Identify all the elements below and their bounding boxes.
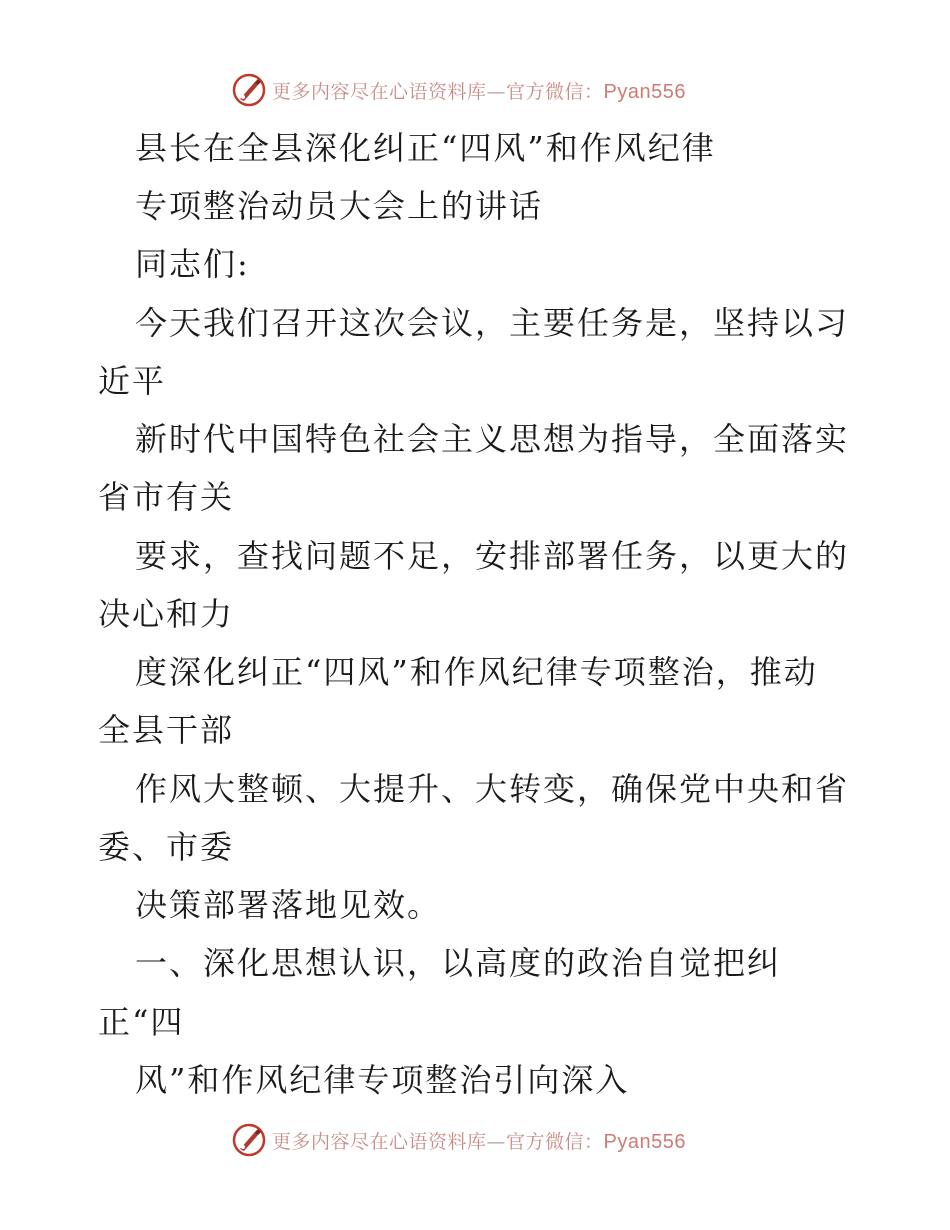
paragraph-line: 作风大整顿、大提升、大转变，确保党中央和省	[135, 770, 850, 808]
salutation: 同志们:	[135, 245, 250, 283]
paragraph-line: 全县干部	[98, 711, 235, 749]
paragraph-line: 近平	[98, 362, 167, 400]
watermark-wechat-label: 官方微信：	[506, 80, 604, 103]
paragraph-line: 决心和力	[98, 595, 235, 633]
watermark-wechat-id: Pyan556	[603, 1130, 686, 1153]
paragraph-line: 要求，查找问题不足，安排部署任务，以更大的	[135, 537, 850, 575]
paragraph-line: 省市有关	[98, 478, 235, 516]
watermark-text	[272, 77, 686, 104]
watermark-separator: —	[486, 80, 507, 103]
watermark-wechat-id: Pyan556	[603, 80, 686, 103]
watermark-wechat-label: 官方微信：	[506, 1130, 604, 1153]
watermark-library-text: 更多内容尽在心语资料库	[272, 80, 487, 103]
watermark-library-text: 更多内容尽在心语资料库	[272, 1130, 487, 1153]
paragraph-line: 委、市委	[98, 828, 235, 866]
paragraph-line: 新时代中国特色社会主义思想为指导，全面落实	[135, 420, 850, 458]
header-watermark-banner	[232, 72, 752, 108]
section-heading-line: 正“四	[98, 1003, 185, 1041]
paragraph-line: 决策部署落地见效。	[135, 886, 442, 924]
document-title-line-2: 专项整治动员大会上的讲话	[135, 187, 544, 225]
paragraph-line: 度深化纠正“四风”和作风纪律专项整治，推动	[135, 653, 818, 691]
watermark-separator: —	[486, 1130, 507, 1153]
footer-watermark-banner	[232, 1122, 752, 1158]
pen-logo-icon	[232, 73, 266, 107]
section-heading-line: 一、深化思想认识，以高度的政治自觉把纠	[135, 944, 782, 982]
paragraph-line: 今天我们召开这次会议，主要任务是，坚持以习	[135, 304, 850, 342]
watermark-text	[272, 1127, 686, 1154]
section-heading-line: 风”和作风纪律专项整治引向深入	[135, 1061, 630, 1099]
document-title-line-1: 县长在全县深化纠正“四风”和作风纪律	[135, 129, 716, 167]
pen-logo-icon	[232, 1123, 266, 1157]
